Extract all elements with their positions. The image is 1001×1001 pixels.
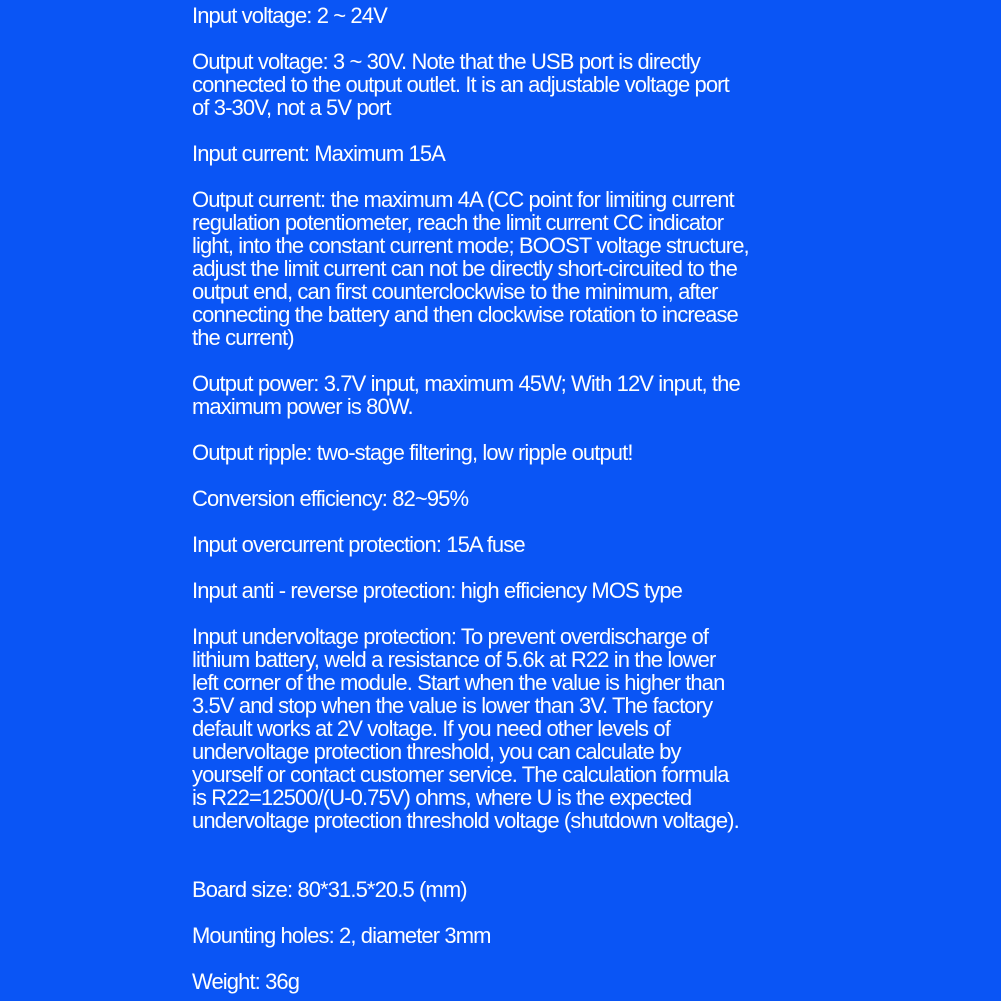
spec-line: maximum power is 80W. [192,394,413,419]
spec-line: Weight: 36g [192,969,300,994]
spec-line: connected to the output outlet. It is an adjustable voltage port [192,72,729,97]
spec-line: left corner of the module. Start when the value is higher than [192,670,725,695]
spec-line: Output ripple: two-stage filtering, low ripple output! [192,440,633,465]
spec-line: Board size: 80*31.5*20.5 (mm) [192,877,467,902]
spec-line: Input anti - reverse protection: high efficiency MOS type [192,578,683,603]
spec-conversion-efficiency [192,487,832,510]
spec-line: Input overcurrent protection: 15A fuse [192,532,525,557]
spec-line: light, into the constant current mode; BOOST voltage structure, [192,233,749,258]
spec-line: Output power: 3.7V input, maximum 45W; With 12V input, the [192,371,740,396]
spec-line: the current) [192,325,294,350]
spec-output-current [192,188,832,349]
spec-line: Mounting holes: 2, diameter 3mm [192,923,491,948]
spec-line: 3.5V and stop when the value is lower than 3V. The factory [192,693,713,718]
spec-line: Input undervoltage protection: To prevent overdischarge of [192,624,709,649]
spec-board-size [192,878,832,901]
spec-output-power [192,372,832,418]
spec-input-overcurrent-protection [192,533,832,556]
spec-line: of 3-30V, not a 5V port [192,95,391,120]
spec-line: regulation potentiometer, reach the limit current CC indicator [192,210,724,235]
spec-list [192,4,832,993]
spec-line: lithium battery, weld a resistance of 5.6k at R22 in the lower [192,647,716,672]
spec-line: undervoltage protection threshold voltage (shutdown voltage). [192,808,739,833]
spec-line: Input voltage: 2 ~ 24V [192,3,387,28]
spec-line: connecting the battery and then clockwise rotation to increase [192,302,738,327]
spec-input-current [192,142,832,165]
spec-mounting-holes [192,924,832,947]
spec-line: Output voltage: 3 ~ 30V. Note that the USB port is directly [192,49,701,74]
spec-line: output end, can first counterclockwise to the minimum, after [192,279,718,304]
spec-weight [192,970,832,993]
spec-input-anti-reverse-protection [192,579,832,602]
spec-output-voltage [192,50,832,119]
spec-line: yourself or contact customer service. The calculation formula [192,762,729,787]
spec-input-voltage [192,4,832,27]
spec-line: undervoltage protection threshold, you can calculate by [192,739,681,764]
spec-line: adjust the limit current can not be directly short-circuited to the [192,256,737,281]
spec-line: is R22=12500/(U-0.75V) ohms, where U is the expected [192,785,692,810]
spec-line: Input current: Maximum 15A [192,141,445,166]
spec-line: default works at 2V voltage. If you need other levels of [192,716,670,741]
spec-line: Conversion efficiency: 82~95% [192,486,469,511]
spec-input-undervoltage-protection [192,625,832,832]
spec-line: Output current: the maximum 4A (CC point for limiting current [192,187,734,212]
spec-output-ripple [192,441,832,464]
